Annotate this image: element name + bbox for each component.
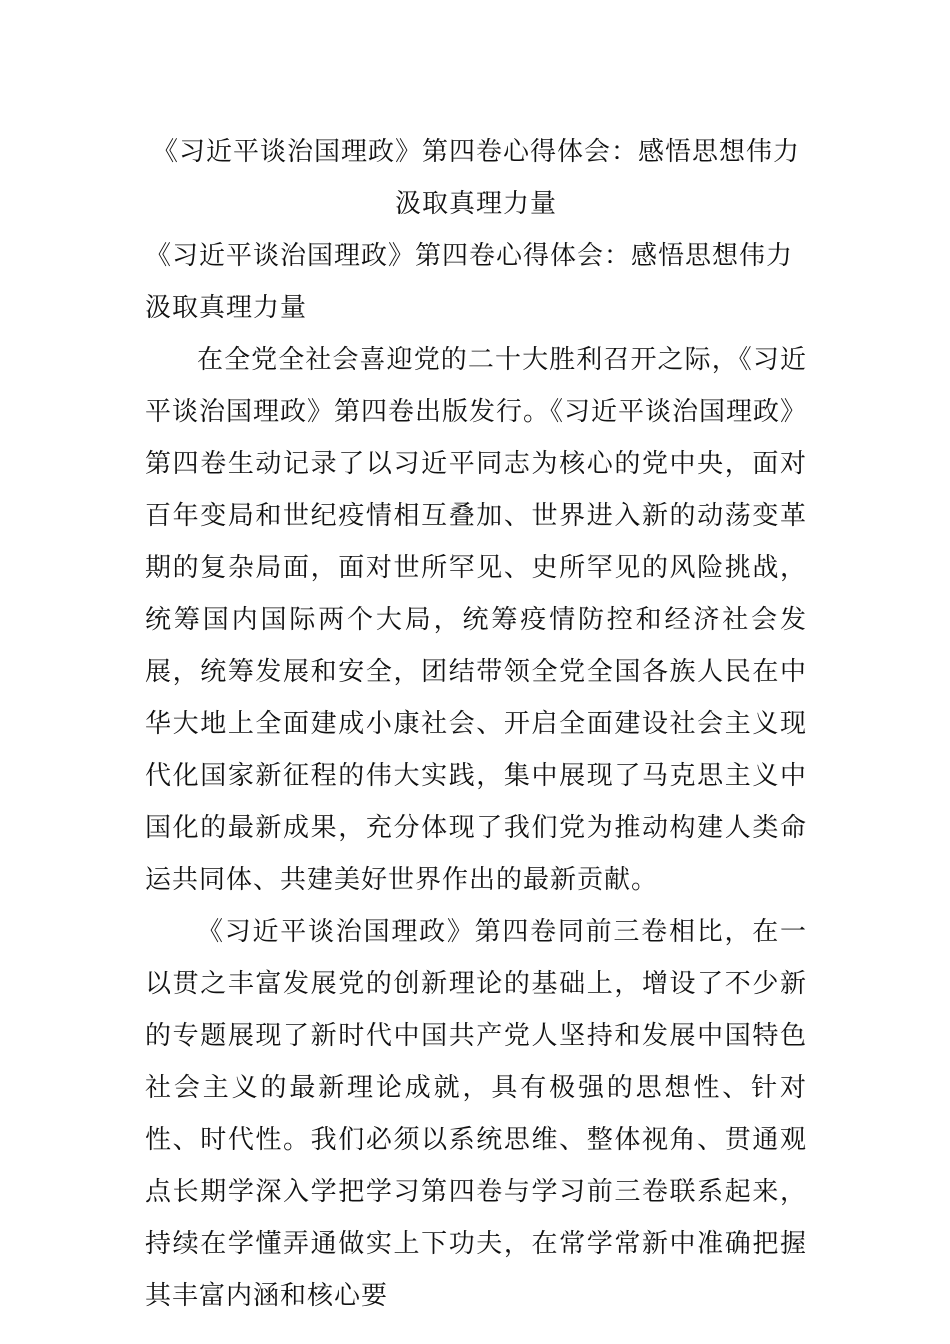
document-body: [145, 126, 807, 1322]
paragraph-2: 《习近平谈治国理政》第四卷同前三卷相比，在一以贯之丰富发展党的创新理论的基础上，增设了不少新的专题展现了新时代中国共产党人坚持和发展中国特色社会主义的最新理论成就，具有极强的思想性、针对性、时代性。我们必须以系统思维、整体视角、贯通观点长期学深入学把学习第四卷与学习前三卷联系起来，持续在学懂弄通做实上下功夫，在常学常新中准确把握其丰富内涵和核心要: [145, 917, 807, 1311]
document-title: 《习近平谈治国理政》第四卷心得体会：感悟思想伟力 汲取真理力量: [151, 137, 800, 219]
paragraph-1: 在全党全社会喜迎党的二十大胜利召开之际，《习近平谈治国理政》第四卷出版发行。《习近平谈治国理政》第四卷生动记录了以习近平同志为核心的党中央，面对百年变局和世纪疫情相互叠加、世界进入新的动荡变革期的复杂局面，面对世所罕见、史所罕见的风险挑战，统筹国内国际两个大局，统筹疫情防控和经济社会发展，统筹发展和安全，团结带领全党全国各族人民在中华大地上全面建成小康社会、开启全面建设社会主义现代化国家新征程的伟大实践，集中展现了马克思主义中国化的最新成果，充分体现了我们党为推动构建人类命运共同体、共建美好世界作出的最新贡献。: [145, 345, 808, 895]
document-subtitle: 《习近平谈治国理政》第四卷心得体会：感悟思想伟力 汲取真理力量: [145, 241, 794, 323]
